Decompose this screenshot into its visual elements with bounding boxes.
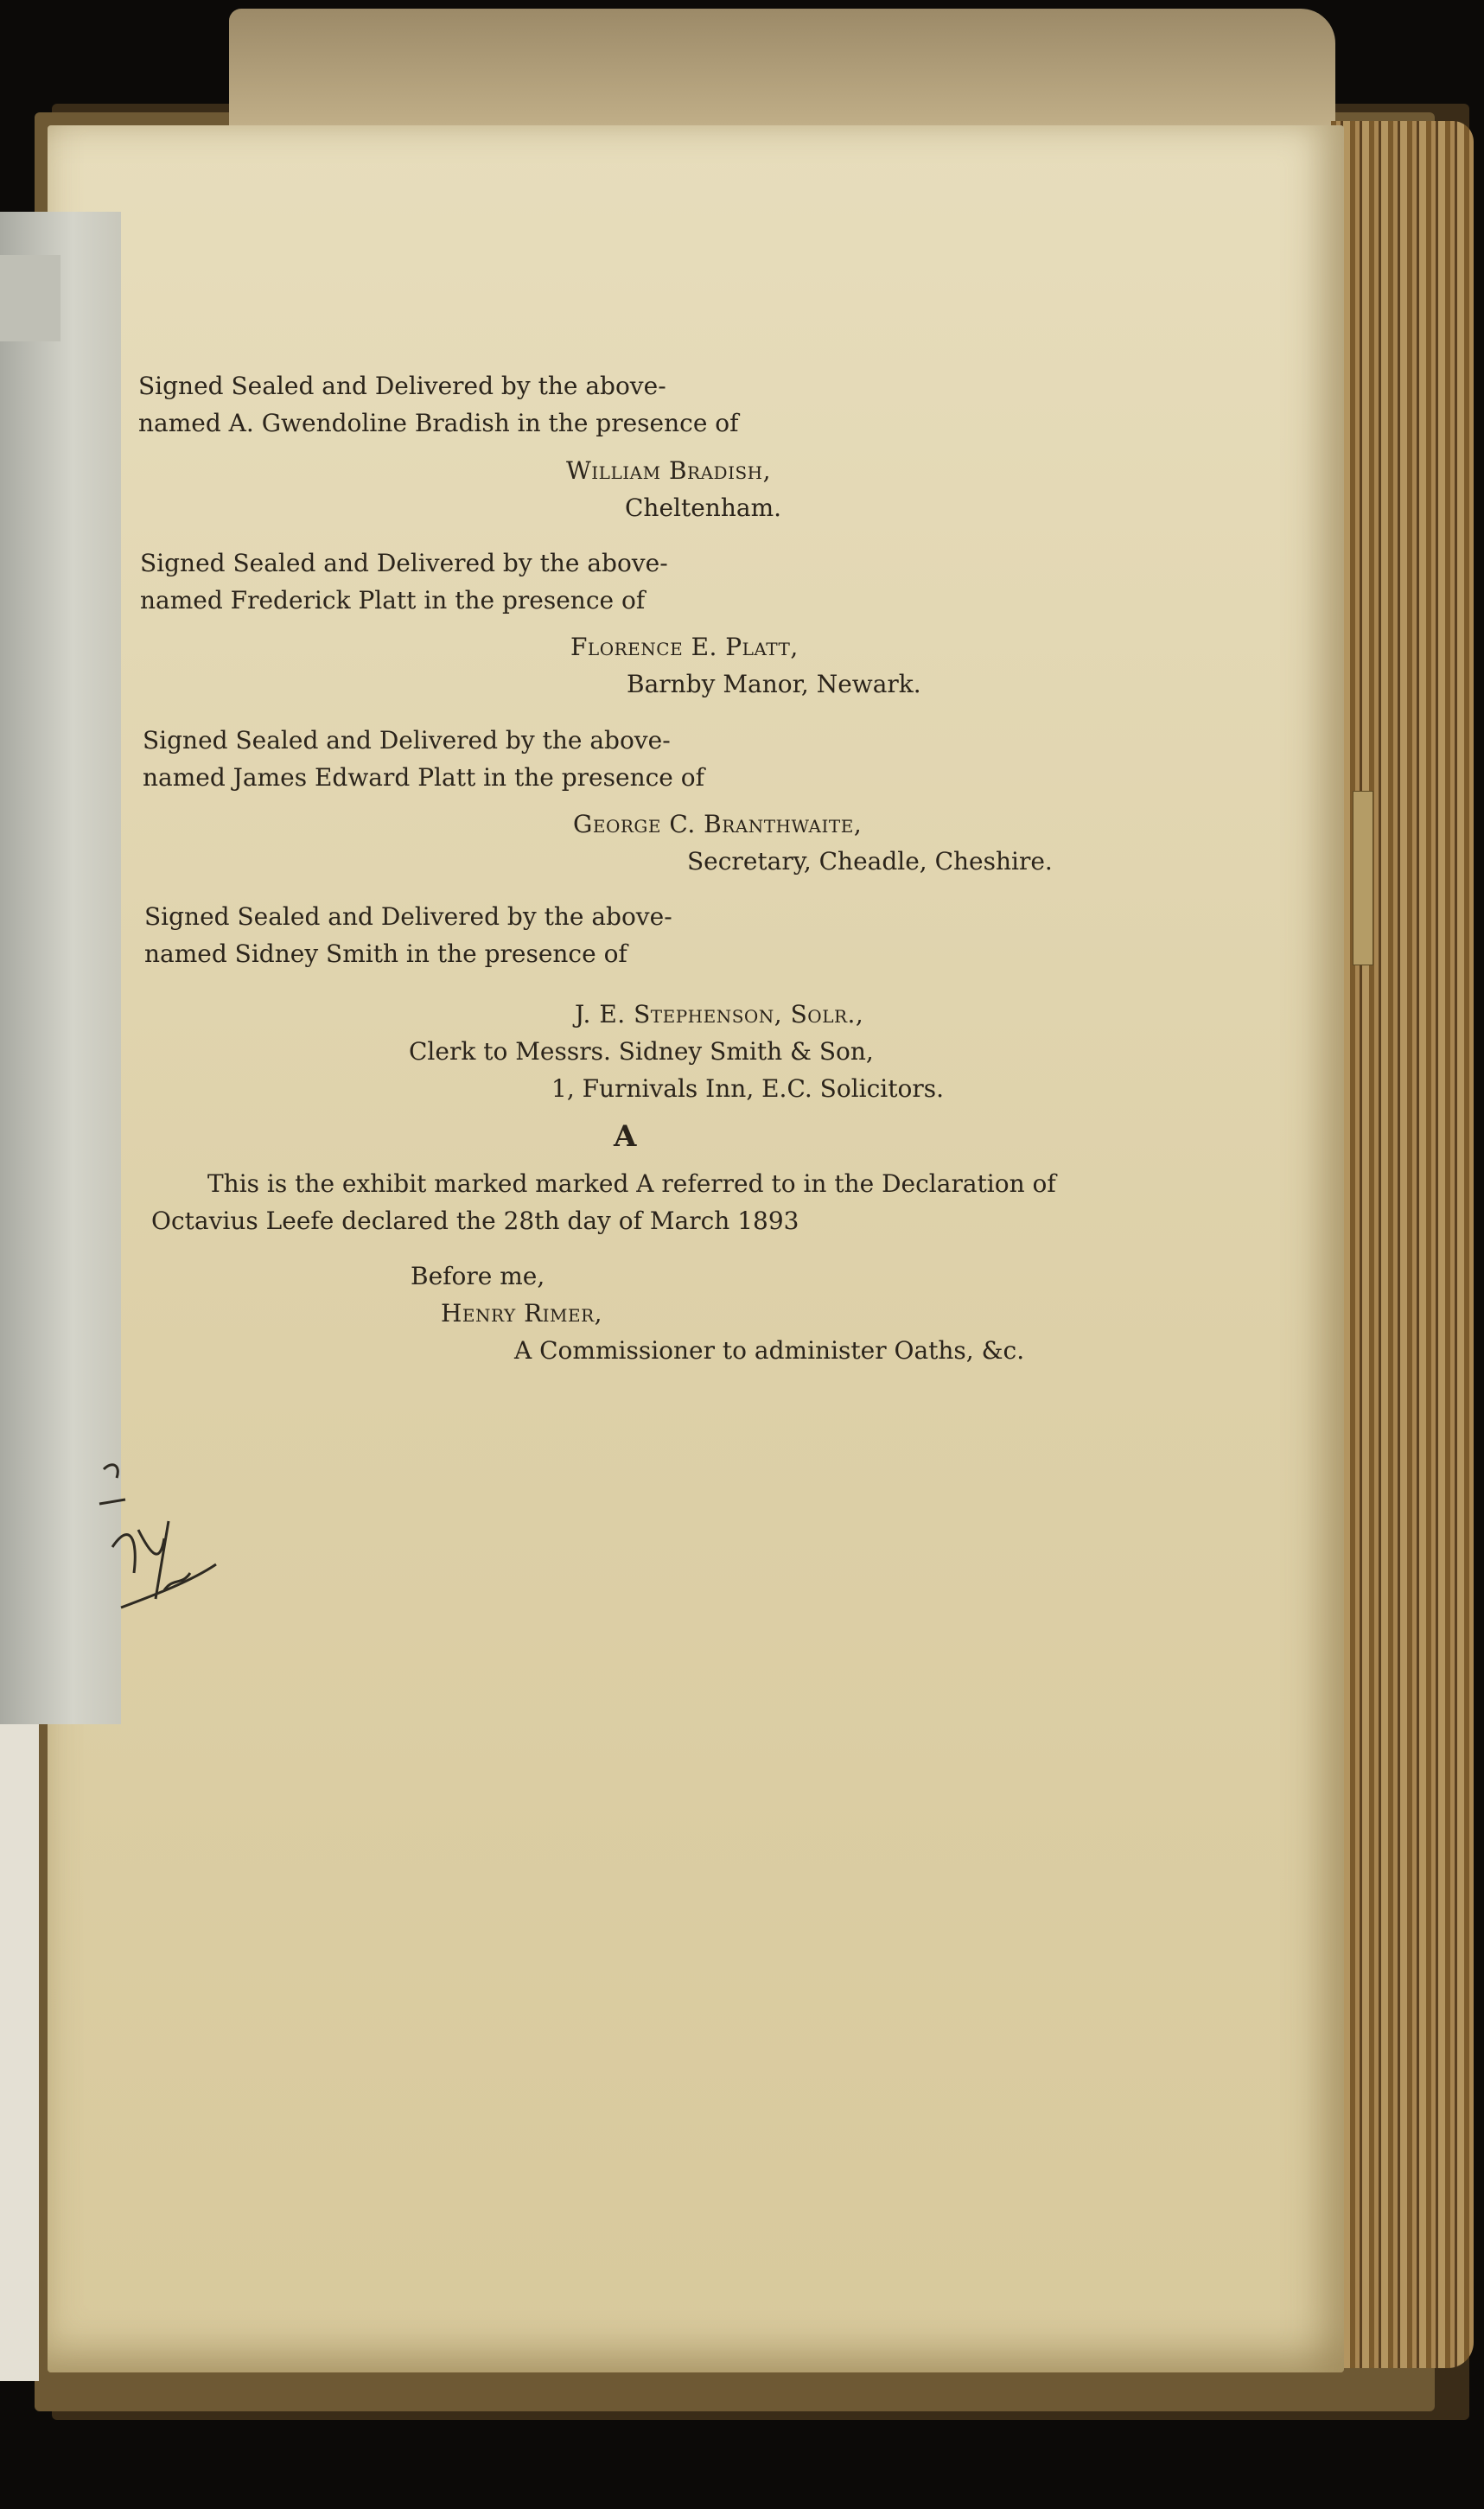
attestation-1-line-2: named A. Gwendoline Bradish in the presence of xyxy=(138,409,739,437)
slip-stamp xyxy=(0,255,61,341)
attestation-4-witness-address-line-2: 1, Furnivals Inn, E.C. Solicitors. xyxy=(551,1074,945,1103)
exhibit-line-1: This is the exhibit marked marked A referred to in the Declaration of xyxy=(207,1169,1056,1198)
attestation-1-witness-name: William Bradish, xyxy=(566,456,772,485)
exhibit-letter: A xyxy=(614,1119,637,1154)
commissioner-title: A Commissioner to administer Oaths, &c. xyxy=(514,1336,1025,1365)
edge-index-tab xyxy=(1353,791,1373,965)
attestation-4-line-2: named Sidney Smith in the presence of xyxy=(144,939,627,968)
attestation-2-witness-address: Barnby Manor, Newark. xyxy=(627,670,921,698)
underlying-sheet xyxy=(0,1724,39,2381)
attestation-3-line-2: named James Edward Platt in the presence of xyxy=(143,763,704,792)
handwritten-signature xyxy=(86,1435,242,1625)
exhibit-line-2: Octavius Leefe declared the 28th day of March 1893 xyxy=(151,1207,799,1235)
attestation-3-witness-name: George C. Branthwaite, xyxy=(573,810,863,838)
attestation-3-line-1: Signed Sealed and Delivered by the above- xyxy=(143,726,671,755)
bundle-page-edges xyxy=(1331,121,1474,2368)
folded-paper-flap xyxy=(229,9,1335,138)
document-page xyxy=(48,125,1344,2372)
attestation-2-witness-name: Florence E. Platt, xyxy=(570,633,799,661)
attestation-4-witness-name: J. E. Stephenson, Solr., xyxy=(575,1000,864,1028)
before-me: Before me, xyxy=(411,1262,545,1290)
attestation-3-witness-address: Secretary, Cheadle, Cheshire. xyxy=(687,847,1053,876)
attestation-2-line-1: Signed Sealed and Delivered by the above- xyxy=(140,549,668,577)
commissioner-name: Henry Rimer, xyxy=(441,1299,603,1328)
attestation-2-line-2: named Frederick Platt in the presence of xyxy=(140,586,646,615)
attestation-4-witness-address-line-1: Clerk to Messrs. Sidney Smith & Son, xyxy=(409,1037,874,1066)
attestation-1-line-1: Signed Sealed and Delivered by the above- xyxy=(138,372,666,400)
attestation-4-line-1: Signed Sealed and Delivered by the above- xyxy=(144,902,672,931)
attestation-1-witness-address: Cheltenham. xyxy=(625,494,782,522)
